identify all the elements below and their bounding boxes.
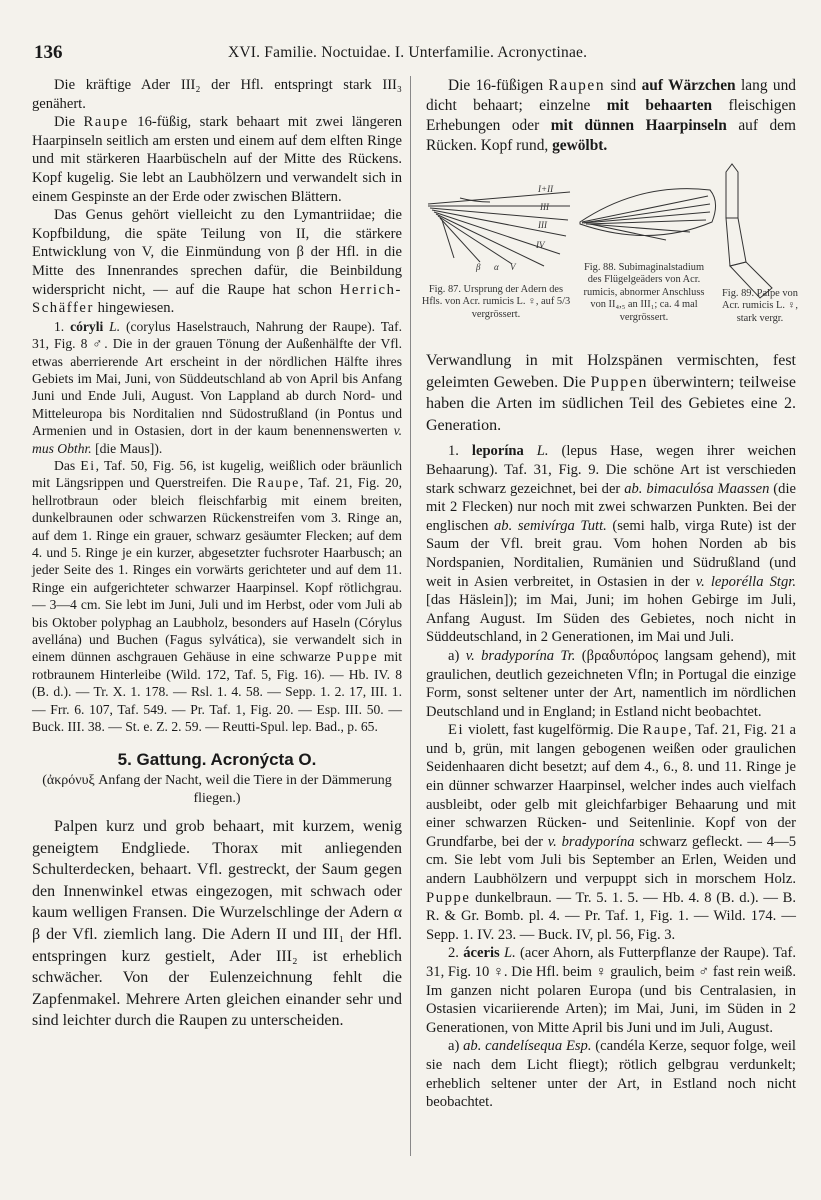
paragraph-ei: Das Ei, Taf. 50, Fig. 56, ist kugelig, weißlich oder bräunlich mit Längsrippen und Querstreifen. Die Raupe, Taf. 21, Fig. 20, hellrotbraun oder bleich fleischfarbig mit einem breiten, dunkelbraunen oder schwarzen Rückenstreifen vom 3. Ringe an, auf dem 1. Ringe ein grauer, schwarz gesäumter Flecken; auf dem 4. und 5. Ringe je ein kurzer, abgesetzter fuchsroter Haarbusch; an jeder Seite des 1. Ringes ein vorwärts gerichteter und auf dem 11. Ringe ein aufgerichteter schwarzer Haarpinsel. Kopf rötlichgrau. — 3—4 cm. Sie lebt im Juni, Juli und im Herbst, oder vom Juli ab bis Oktober polyphag an Laubholz, besonders auf Haseln (Córylus avellána) und Buchen (Fagus sylvática), sie verwandelt sich in einem dünnen aschgrauen Gehäuse in eine schwarze Puppe mit rotbraunem Hinterleibe (Wild. 172, Taf. 5, Fig. 16). — Hb. IV. 8 (B. d.). — Tr. X. 1. 178. — Rsl. 1. 4. 58. — Sepp. 1. 2. 17, III. 1. — Frr. 6. 107, Taf. 549. — Pr. Taf. 1, Fig. 20. — Esp. III. 50. — Buck. III. 38. — St. e. Z. 2. 59. — Reutti-Spul. lep. Bad., p. 65. [32, 457, 402, 735]
species-aceris: 2. áceris L. (acer Ahorn, als Futterpflanze der Raupe). Taf. 31, Fig. 10 ♀. Die Hfl. beim ♀ graulich, beim ♂ fast rein weiß. Im ganzen nicht polaren Europa (und bis Centralasien, in Ostasien vicariierende Arten); im Mai, Juni, im Süden in 2 Generationen, von Mitte April bis Juni und im Juli, August. [426, 945, 796, 1036]
page-number: 136 [34, 42, 63, 63]
running-head: XVI. Familie. Noctuidae. I. Unterfamilie. Acronyctinae. [228, 44, 588, 61]
left-column [32, 76, 402, 1032]
svg-text:IV: IV [536, 240, 545, 250]
right-column-top [426, 76, 796, 156]
aberration-candelisequa: a) ab. candelísequa Esp. (candéla Kerze, sequor folge, weil sie nach dem Licht fliegt); rötlich gelbgrau verdunkelt; erheblich seltener unter der Art, in Estland noch nicht beobachtet. [426, 1038, 796, 1111]
genus-etymology: (ἀκρόνυξ Anfang der Nacht, weil die Tiere in der Dämmerung fliegen.) [42, 773, 392, 807]
svg-text:III: III [540, 202, 549, 212]
paragraph-raupe: Die Raupe 16-füßig, stark behaart mit zwei längeren Haarpinseln seitlich am ersten und einem auf dem elften Ringe und mit stärkeren Haarbüscheln auf der Mitte des Rückens. Kopf kugelig. Sie lebt an Laubhölzern und verwandelt sich in einem Gespinste an der Erde oder zwischen Blättern. [32, 114, 402, 205]
column-divider [410, 76, 411, 1156]
svg-text:V: V [510, 262, 516, 272]
svg-text:III: III [538, 220, 547, 230]
paragraph-raupen: Die 16-füßigen Raupen sind auf Wärzchen lang und dicht behaart; einzelne mit behaarten fleischigen Erhebungen oder mit dünnen Haarpinseln auf dem Rücken. Kopf rund, gewölbt. [426, 77, 797, 154]
genus-title: 5. Gattung. Acronýcta O. [117, 750, 317, 770]
species-coryli: 1. córyli L. (corylus Haselstrauch, Nahrung der Raupe). Taf. 31, Fig. 8 ♂. Die in der grauen Tönung der Außenhälfte der Vfl. etwas aberrierende Art erscheint in der nördlichen Hälfte ihres Gebiets im Mai, Juni, von Süddeutschland ab von April bis Anfang Juni und Ende Juli, August. Von Lappland ab durch Nord- und Mitteleuropa bis Norditalien nnd Südostrußland (in Pontus und Armenien und in Ostasien, dort in der kaum benennenswerten v. mus Obthr. [die Maus]). [32, 318, 403, 456]
figure-group [420, 162, 804, 348]
genus-description: Palpen kurz und grob behaart, mit kurzem, wenig geneigtem Endgliede. Thorax mit anliegenden Schulterdecken, behaart. Vfl. gestreckt, der Saum gegen den Innenwinkel etwas eingezogen, mit schwach oder kaum welligen Fransen. Die Wurzelschlinge der Adern α β der Vfl. ziemlich lang. Die Adern II und III₁ der Hfl. entspringen kurz gestielt, Ader III₂ ist erheblich schwächer. Von der Eulenzeichnung fehlt die Zapfenmakel. Mehrere Arten gleichen einander sehr und sind leichter durch die Raupen zu unterscheiden. [32, 818, 402, 1030]
svg-text:β: β [476, 262, 481, 272]
species-name: áceris [463, 945, 500, 962]
paragraph-genus: Das Genus gehört vielleicht zu den Lymantriidae; die Kopfbildung, die späte Teilung von II, die stärkere Entwicklung von V, die Einmündung von β der Hfl. in die Mitte des Innenrandes sprechen dafür, die Beinbildung widerspricht nicht, — auf die Raupe hat schon Herrich-Schäffer hingewiesen. [32, 207, 402, 317]
svg-text:I+II: I+II [538, 184, 554, 194]
fig89-drawing [726, 164, 772, 298]
species-name: leporína [471, 443, 524, 460]
variety-bradyporina: a) v. bradyporína Tr. (βραδυπόρος langsam gehend), mit graulichen, deutlich gezeichneten Vfln; in Portugal die einzige Form, sonst seltener unter der Art, namentlich im nördlichen Deutschland und in England; in Estland nicht beobachtet. [426, 647, 796, 720]
fig88-caption: Fig. 88. Subimaginalstadium des Flügelgeäders von Acr. rumicis, abnormer Anschluss von II₄,₅ an III₁; ca. 4 mal vergrössert. [583, 262, 705, 323]
fig87-caption: Fig. 87. Ursprung der Adern des Hfls. von Acr. rumicis L. ♀, auf 5/3 vergrössert. [421, 284, 571, 320]
svg-text:α: α [494, 262, 499, 272]
fig89-caption: Fig. 89. Palpe von Acr. rumicis L. ♀, stark vergr. [722, 288, 798, 324]
species-leporina: 1. leporína L. (lepus Hase, wegen ihrer weichen Behaarung). Taf. 31, Fig. 9. Die schöne Art ist verschieden stark schwarz gezeichnet, bei der ab. bimaculósa Maassen (die mit 2 Flecken) nur noch mit zwei schwarzen Punkten. Bei der englischen ab. semivírga Tutt. (semi halb, virga Rute) ist der Saum der Vfl. breit grau. Vom hohen Norden ab bis Nordspanien, Norditalien, Rumänien und Südrußland (und weit in Asien verbreitet, in Ostasien in der v. leporélla Stgr. [das Häslein]); im Mai, Juni; im hohen Gebirge im Juli, Anfang August. Im Süden des Gebietes, noch nicht in Süddeutschland, in 2 Generationen, im Mai und Juli. [426, 443, 797, 646]
paragraph-verwandlung: Verwandlung in mit Holzspänen vermischten, fest geleimten Geweben. Die Puppen überwintern; teilweise haben die Arten im südlichen Teil des Gebietes eine 2. Generation. [426, 352, 796, 434]
page-header [0, 42, 821, 66]
right-column [426, 350, 796, 1112]
paragraph-ei-leporina: Ei violett, fast kugelförmig. Die Raupe, Taf. 21, Fig. 21 a und b, grün, mit langen gebogenen weißen oder graulichen Seidenhaaren dicht besetzt; auf dem 4., 6., 8. und 11. Ringe je ein dünner schwarzer Haarpinsel, welcher indes auch vielfach ausbleibt, oder gelb mit gleichfarbiger Behaarung und mit einer schwarzen Rücken- und Seitenlinie. Kopf von der Grundfarbe, bei der v. bradyporína schwarz gefleckt. — 4—5 cm. Sie lebt vom Juli bis September an Erlen, Weiden und andern Laubhölzern und verpuppt sich in morschem Holz. Puppe dunkelbraun. — Tr. 5. 1. 5. — Hb. 4. 8 (B. d.). — B. R. & Gr. Bomb. pl. 4. — Pr. Taf. 1, Fig. 1. — Wild. 174. — Sepp. 1. IV. 23. — Buck. IV, pl. 56, Fig. 3. [426, 722, 796, 943]
paragraph-ader: Die kräftige Ader III₂ der Hfl. entspringt stark III₃ genähert. [32, 77, 402, 112]
species-name: córyli [70, 318, 104, 334]
fig88-drawing [580, 189, 716, 240]
